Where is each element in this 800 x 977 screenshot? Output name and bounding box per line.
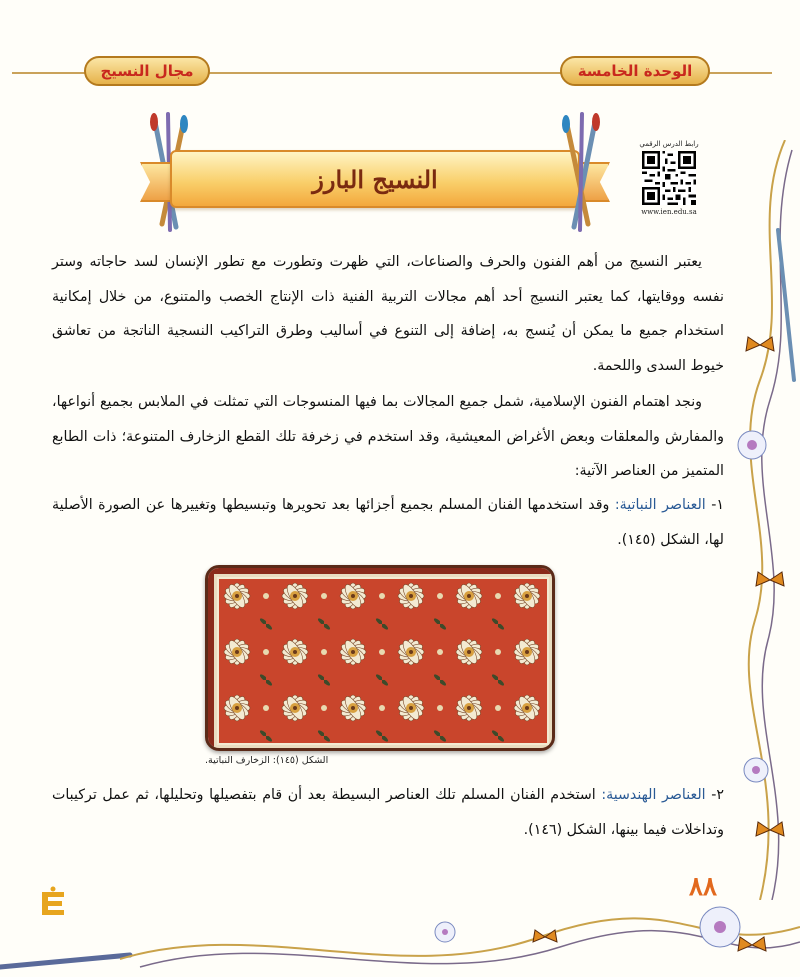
list-item-term: العناصر النباتية: — [614, 497, 706, 513]
islamic-arts-paragraph: ونجد اهتمام الفنون الإسلامية، شمل جميع المجالات بما فيها المنسوجات التي تمثلت في الملابس بجميع أنواعها، والمفارش والمعلقات وبعض الأغراض المعيشية، وقد استخدم في زخرفة تلك القطع الزخارف المتنوعة؛ ذات الطابع المتميز من العناصر الآتية: — [52, 394, 724, 479]
flower-icon — [435, 922, 455, 942]
floral-vine-decoration — [730, 140, 800, 900]
qr-url[interactable]: www.ien.edu.sa — [641, 208, 697, 216]
intro-paragraph: يعتبر النسيج من أهم الفنون والحرف والصناعات، التي ظهرت وتطورت مع تطور الإنسان لسد حاجاته وستر نفسه ووقايتها، كما يعتبر النسيج أحد أهم مجالات التربية الفنية ذات الإنتاج الخصب والمتنوع، من خلال إمكانية استخدام جميع ما يمكن أن يُنسج به، إضافة إلى التنوع في أساليب وطرق التراكيب النسجية الناتجة من تعاشق خيوط السدى واللحمة. — [52, 254, 724, 374]
list-item-text: وقد استخدمها الفنان المسلم بجميع أجزائها بعد تحويرها وتبسيطها وتغييرها عن الصورة الأصلية لها، الشكل (١٤٥). — [52, 497, 724, 548]
bottom-vine-decoration — [0, 897, 800, 977]
paintbrush-icon — [550, 112, 610, 232]
flower-icon — [738, 431, 766, 459]
list-item-term: العناصر الهندسية: — [601, 787, 706, 803]
qr-code-icon[interactable] — [642, 151, 696, 205]
title-banner — [140, 112, 610, 232]
section-badge: مجال النسيج — [84, 56, 210, 86]
butterfly-icon — [756, 572, 784, 586]
list-item-number: ١- — [705, 497, 724, 513]
flower-icon — [744, 758, 768, 782]
list-item-geometric-elements — [52, 778, 724, 847]
list-item-plant-elements — [52, 488, 724, 557]
butterfly-icon — [746, 337, 774, 351]
unit-badge: الوحدة الخامسة — [560, 56, 710, 86]
list-item-number: ٢- — [705, 787, 724, 803]
page-number: ٨٨ — [689, 872, 717, 902]
figure-caption: الشكل (١٤٥): الزخارف النباتية. — [205, 755, 329, 766]
lesson-title: النسيج البارز — [312, 164, 438, 194]
floral-carpet-image — [205, 565, 555, 751]
butterfly-icon — [756, 822, 784, 836]
flower-icon — [700, 907, 740, 947]
butterfly-icon — [738, 937, 766, 951]
digital-lesson-qr[interactable] — [636, 140, 702, 220]
publisher-logo-icon — [38, 886, 68, 920]
carpet-pattern-icon — [208, 568, 555, 751]
qr-label: رابط الدرس الرقمي — [639, 140, 699, 148]
list-item-text: استخدم الفنان المسلم تلك العناصر البسيطة بعد أن قام بتفصيلها وتحليلها، ثم عمل تركيبات وتداخلات فيما بينها، الشكل (١٤٦). — [52, 787, 724, 838]
